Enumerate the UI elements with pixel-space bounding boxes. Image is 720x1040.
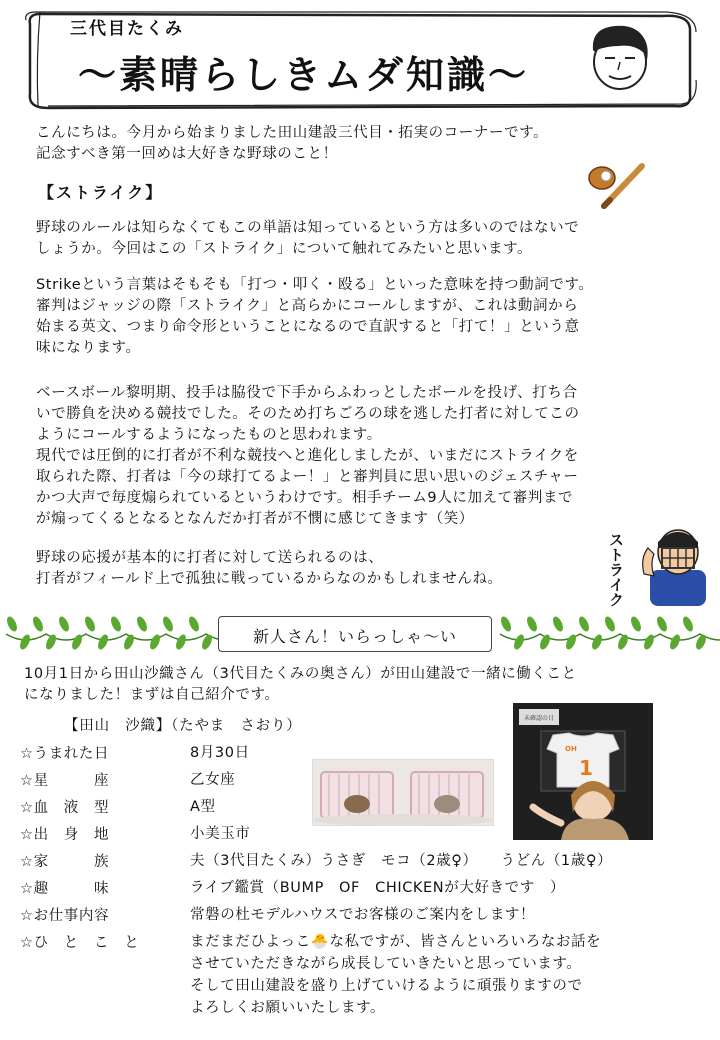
profile-value: 常磐の杜モデルハウスでお客様のご案内をします！ bbox=[190, 907, 536, 923]
vine-leaf bbox=[83, 615, 97, 633]
vine-leaf bbox=[5, 615, 19, 633]
vine-leaf bbox=[512, 633, 526, 651]
new-staff-banner-text: 新人さん！いらっしゃ〜い bbox=[252, 627, 457, 646]
svg-text:1: 1 bbox=[579, 756, 593, 780]
new-staff-intro: 10月1日から田山沙織さん（3代目たくみの奥さん）が田山建設で一緒に働くこと になりました！まずは自己紹介です。 bbox=[24, 666, 577, 703]
vine-stem bbox=[500, 634, 720, 640]
vine-leaf bbox=[96, 633, 110, 651]
vine-leaf bbox=[57, 615, 71, 633]
strike-paragraph-4: 野球の応援が基本的に打者に対して送られるのは、 打者がフィールド上で孤独に戦っているからなのかもしれませんね。 bbox=[36, 550, 503, 587]
face-illustration-icon bbox=[585, 20, 655, 92]
new-staff-banner bbox=[218, 616, 492, 652]
profile-label: ☆家 族 bbox=[20, 854, 110, 870]
strike-paragraph-1: 野球のルールは知らなくてもこの単語は知っているという方は多いのではないで しょうか。今回はこの「ストライク」について触れてみたいと思います。 bbox=[36, 220, 580, 257]
profile-value: A型 bbox=[190, 799, 216, 815]
profile-value: 小美玉市 bbox=[190, 826, 251, 842]
photo-sign: 未確認の日 bbox=[523, 715, 555, 722]
strike-heading: 【ストライク】 bbox=[38, 183, 164, 202]
svg-text:OH: OH bbox=[565, 745, 577, 753]
catcher-illustration-icon bbox=[607, 514, 710, 607]
vine-leaf bbox=[681, 615, 695, 633]
vine-leaf bbox=[655, 615, 669, 633]
bat-and-glove-icon bbox=[586, 160, 646, 212]
profile-value: まだまだひよっこ🐣な私ですが、皆さんといろいろなお話を させていただきながら成長していきたいと思っています。 そして田山建設を盛り上げていけるように頑張りますので よろしくお願いいたします。 bbox=[190, 934, 602, 1016]
profile-value: 夫（3代目たくみ）うさぎ モコ（2歳♀） うどん（1歳♀） bbox=[190, 853, 613, 869]
vine-leaf bbox=[18, 633, 32, 651]
profile-label: ☆ひ と こ と bbox=[20, 935, 140, 951]
profile-value: 乙女座 bbox=[190, 772, 236, 788]
column-subtitle: 三代目たくみ bbox=[70, 19, 184, 39]
vine-leaf bbox=[668, 633, 682, 651]
vine-leaf bbox=[174, 633, 188, 651]
vine-leaf bbox=[629, 615, 643, 633]
vine-leaf bbox=[44, 633, 58, 651]
vine-leaf bbox=[187, 615, 201, 633]
vine-leaf bbox=[525, 615, 539, 633]
strike-paragraph-3: ベースボール黎明期、投手は脇役で下手からふわっとしたボールを投げ、打ち合 いで勝負を決める競技でした。そのため打ちごろの球を逃した打者に対してこの ようにコールするようになったものと思われます。 現代では圧倒的に打者が不利な競技へと進化しましたが、いまだにストライクを 取られた際、打者は「今の球打てるよー！」と審判員に思い思いのジェスチャー かつ大声で毎度煽られているというわけです。相手チーム9人に加えて審判まで が煽ってくるとなるとなんだか打者が不憫に感じてきます（笑） bbox=[36, 385, 580, 527]
profile-value: 8月30日 bbox=[190, 745, 250, 761]
profile-label: ☆血 液 型 bbox=[20, 800, 110, 816]
profile-label: ☆趣 味 bbox=[20, 881, 110, 897]
vine-leaf bbox=[499, 615, 513, 633]
vine-leaf bbox=[161, 615, 175, 633]
vine-leaf bbox=[31, 615, 45, 633]
vine-leaf bbox=[590, 633, 604, 651]
vine-leaf bbox=[577, 615, 591, 633]
profile-label: ☆うまれた日 bbox=[20, 746, 110, 762]
vine-leaf bbox=[109, 615, 123, 633]
profile-label: ☆出 身 地 bbox=[20, 827, 110, 843]
profile-label: ☆星 座 bbox=[20, 773, 110, 789]
vine-leaf bbox=[642, 633, 656, 651]
rabbits-photo bbox=[312, 759, 494, 826]
staff-name: 【田山 沙織】（たやま さおり） bbox=[64, 718, 302, 734]
strike-paragraph-2: Strikeという言葉はそもそも「打つ・叩く・殴る」といった意味を持つ動詞です。 審判はジャッジの際「ストライク」と高らかにコールしますが、これは動詞から 始まる英文、つまり命令形ということになるので直訳すると「打て！」という意 味になります。 bbox=[36, 277, 594, 356]
vine-leaf bbox=[135, 615, 149, 633]
vine-leaf bbox=[603, 615, 617, 633]
profile-value: ライブ鑑賞（BUMP OF CHICKENが大好きです ） bbox=[190, 880, 566, 896]
vine-leaf bbox=[148, 633, 162, 651]
intro-text: こんにちは。今月から始まりました田山建設三代目・拓実のコーナーです。 記念すべき第一回めは大好きな野球のこと！ bbox=[36, 125, 549, 162]
catcher-caption: ストライク bbox=[607, 532, 625, 607]
profile-label: ☆お仕事内容 bbox=[20, 908, 110, 924]
vine-leaf bbox=[538, 633, 552, 651]
column-title: 〜素晴らしきムダ知識〜 bbox=[78, 53, 530, 97]
vine-leaf bbox=[551, 615, 565, 633]
staff-photo bbox=[513, 703, 653, 840]
